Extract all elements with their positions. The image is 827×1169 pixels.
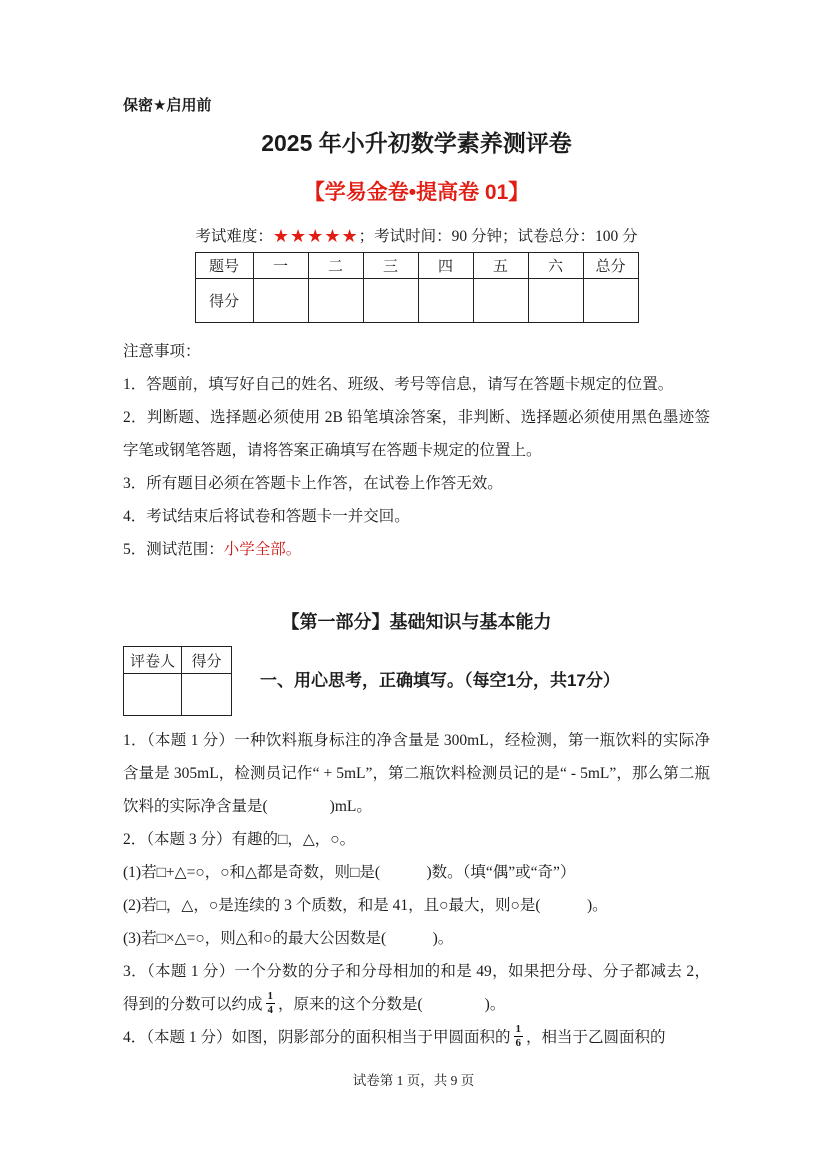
note-item-prefix: 5．测试范围：	[123, 541, 224, 558]
note-item-scope-red: 小学全部。	[223, 541, 302, 558]
score-table-col: 五	[473, 253, 528, 279]
score-cell-empty	[363, 279, 418, 323]
note-item: 2．判断题、选择题必须使用 2B 铅笔填涂答案，非判断、选择题必须使用黑色墨迹签字笔或钢笔答题，请将答案正确填写在答题卡规定的位置上。	[123, 409, 710, 459]
score-table-col: 二	[308, 253, 363, 279]
grader-label-cell: 评卷人	[124, 647, 182, 674]
exam-meta-line	[123, 224, 710, 249]
questions-section	[123, 724, 710, 1054]
fraction-denominator: 6	[515, 1036, 522, 1049]
exam-meta-rest: ；考试时间：90 分钟；试卷总分：100 分	[358, 228, 638, 245]
section1-heading: 一、用心思考，正确填写。（每空1分，共17分）	[260, 671, 620, 690]
part1-heading: 【第一部分】基础知识与基本能力	[281, 612, 552, 632]
question-2-intro: 2．（本题 3 分）有趣的□，△，○。	[123, 831, 356, 848]
grader-table	[123, 646, 232, 716]
fraction-denominator: 4	[267, 1003, 274, 1016]
score-cell-empty	[528, 279, 583, 323]
question-1: 1．（本题 1 分）一种饮料瓶身标注的净含量是 300mL，经检测，第一瓶饮料的实际净含量是 305mL，检测员记作“ + 5mL”，第二瓶饮料检测员记的是“ - 5mL”，那么第二瓶饮料的实际净含量是( )mL。	[123, 732, 710, 815]
score-table-col: 四	[418, 253, 473, 279]
note-item: 1．答题前，填写好自己的姓名、班级、考号等信息，请写在答题卡规定的位置。	[123, 376, 674, 393]
fraction-numerator: 1	[515, 1023, 522, 1036]
note-item	[123, 533, 710, 566]
star-rating-icon: ★★★★★	[272, 226, 359, 246]
exam-title: 2025 年小升初数学素养测评卷	[261, 130, 572, 156]
score-table	[195, 252, 639, 323]
score-cell-empty	[182, 674, 232, 716]
question-3-text-before: 3．（本题 1 分）一个分数的分子和分母相加的和是 49，如果把分母、分子都减去 2，得到的分数可以约成	[123, 963, 710, 1013]
confidential-notice: 保密★启用前	[123, 97, 212, 114]
question-2-sub3: (3)若□×△=○，则△和○的最大公因数是( )。	[123, 930, 454, 947]
score-table-label-cell: 题号	[195, 253, 253, 279]
fraction-numerator: 1	[267, 990, 274, 1003]
notes-section	[123, 335, 710, 566]
note-item: 3．所有题目必须在答题卡上作答，在试卷上作答无效。	[123, 475, 503, 492]
score-table-header-row	[195, 253, 638, 279]
score-cell-empty	[418, 279, 473, 323]
grader-table-header-row	[124, 647, 232, 674]
score-table-col: 六	[528, 253, 583, 279]
difficulty-label: 考试难度：	[195, 228, 273, 245]
note-item: 4．考试结束后将试卷和答题卡一并交回。	[123, 508, 410, 525]
fraction-one-sixth	[514, 1023, 524, 1049]
fraction-one-fourth	[266, 990, 276, 1016]
score-table-label-cell: 得分	[195, 279, 253, 323]
notes-title: 注意事项：	[123, 343, 201, 360]
score-table-col: 一	[253, 253, 308, 279]
question-3-text-after: ，原来的这个分数是( )。	[278, 996, 506, 1013]
score-label-cell: 得分	[182, 647, 232, 674]
score-table-col: 三	[363, 253, 418, 279]
score-cell-empty	[308, 279, 363, 323]
question-2-sub2: (2)若□，△，○是连续的 3 个质数，和是 41，且○最大，则○是( )。	[123, 897, 608, 914]
grader-row	[123, 646, 710, 716]
question-4	[123, 1021, 710, 1054]
score-cell-empty	[473, 279, 528, 323]
grader-table-empty-row	[124, 674, 232, 716]
question-4-text-before: 4．（本题 1 分）如图，阴影部分的面积相当于甲圆面积的	[123, 1029, 511, 1046]
score-cell-empty	[583, 279, 638, 323]
question-4-text-after: ，相当于乙圆面积的	[526, 1029, 666, 1046]
question-3	[123, 955, 710, 1021]
exam-subtitle: 【学易金卷•提高卷 01】	[303, 181, 530, 204]
page-footer: 试卷第 1 页，共 9 页	[352, 1073, 475, 1088]
score-table-col: 总分	[583, 253, 638, 279]
grader-cell-empty	[124, 674, 182, 716]
score-table-score-row	[195, 279, 638, 323]
question-2-sub1: (1)若□+△=○，○和△都是奇数，则□是( )数。（填“偶”或“奇”）	[123, 864, 576, 881]
score-cell-empty	[253, 279, 308, 323]
